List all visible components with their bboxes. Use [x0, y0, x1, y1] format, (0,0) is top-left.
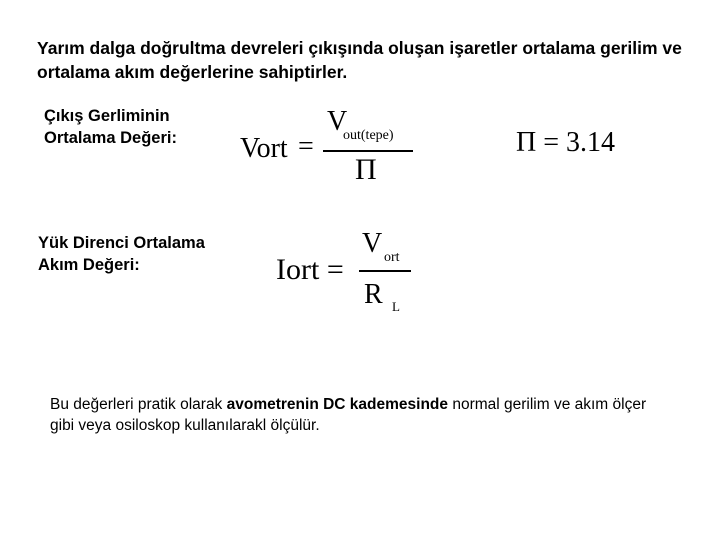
output-voltage-label [44, 105, 177, 149]
load-current-label-line1: Yük Direnci Ortalama [38, 234, 205, 252]
formula-denominator-subscript: L [392, 299, 400, 314]
output-voltage-label-line2: Ortalama Değeri: [44, 129, 177, 147]
formula-denominator: R [364, 279, 383, 310]
formula-lhs: Vort [240, 133, 288, 164]
formula-numerator-subscript: ort [384, 250, 400, 265]
pi-value: Π = 3.14 [516, 127, 616, 158]
note-text-1: Bu değerleri pratik olarak [50, 396, 227, 413]
load-current-label-line2: Akım Değeri: [38, 256, 140, 274]
formula-numerator-subscript: out(tepe) [343, 128, 394, 143]
intro-text: Yarım dalga doğrultma devreleri çıkışında oluşan işaretler ortalama gerilim ve ortalama akım değerlerine sahiptirler. [37, 38, 682, 82]
formula-equals: = [298, 131, 314, 162]
formula-numerator: V [327, 106, 348, 137]
note-bold-text: avometrenin DC kademesinde [226, 396, 449, 413]
formula-denominator: Π [355, 153, 377, 186]
note-text-2: normal gerilim ve akım ölçer gibi veya osiloskop kullanılarakl ölçülür. [50, 396, 647, 434]
fraction-bar [359, 270, 411, 272]
fraction-bar [323, 150, 413, 152]
formula-numerator: V [362, 228, 383, 259]
measurement-note [50, 394, 650, 436]
load-current-label [38, 232, 205, 276]
formula-lhs: Iort = [276, 253, 344, 286]
output-voltage-label-line1: Çıkış Gerliminin [44, 107, 170, 125]
